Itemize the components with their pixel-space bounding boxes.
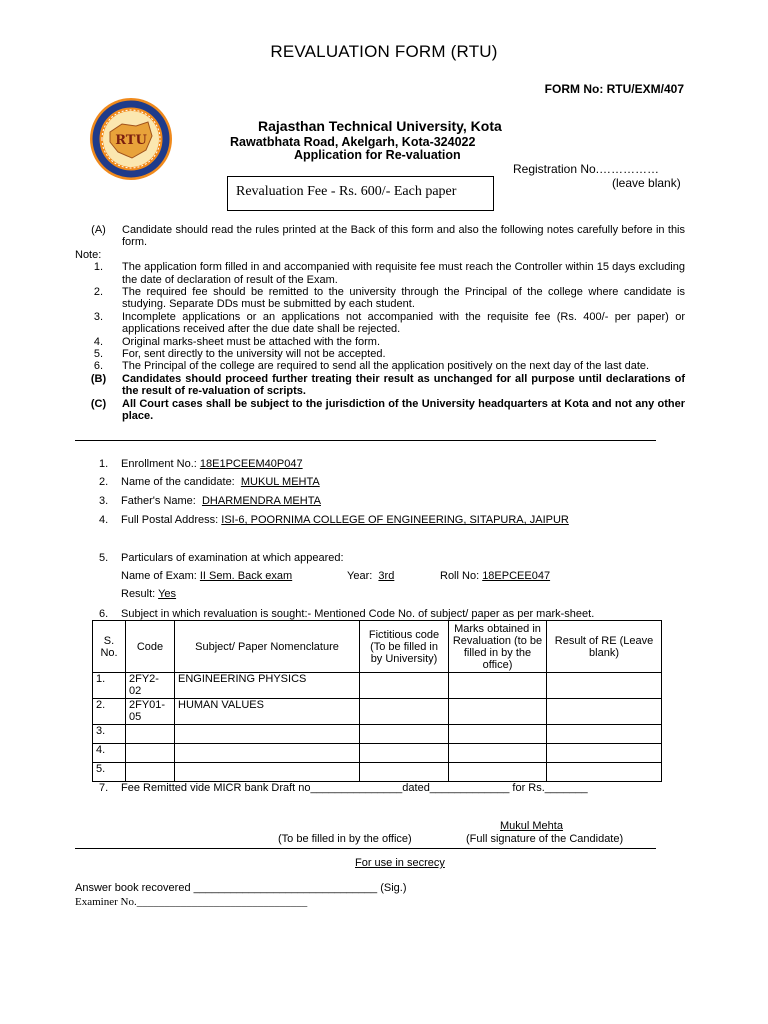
enrollment-row [99, 458, 303, 470]
instruction-c-label: (C) [90, 397, 107, 410]
item-number: 3. [99, 495, 109, 507]
divider [75, 848, 656, 849]
cell-result[interactable] [547, 744, 662, 763]
exam-value: II Sem. Back exam [199, 570, 293, 582]
cell-marks[interactable] [449, 763, 547, 782]
note-text: The application form filled in and accompanied with requisite fee must reach the Controller within 15 days excluding the date of declaration of result of the Exam. [122, 261, 685, 286]
subject-instruction: Subject in which revaluation is sought:- Mentioned Code No. of subject/ paper as per mark-sheet. [121, 608, 595, 620]
cell-subject[interactable] [175, 744, 360, 763]
instruction-a-label: (A) [91, 224, 106, 236]
roll-label: Roll No: [440, 570, 480, 582]
cell-fictitious[interactable] [360, 699, 449, 725]
table-row [93, 699, 662, 725]
answer-book-line: Answer book recovered ______________________________ (Sig.) [75, 882, 407, 894]
note-number: 4. [93, 335, 104, 348]
cell-fictitious[interactable] [360, 673, 449, 699]
header-fictitious-code: Fictitious code (To be filled in by University) [360, 621, 449, 673]
name-label: Name of the candidate: [121, 476, 235, 488]
form-number: FORM No: RTU/EXM/407 [544, 82, 684, 96]
note-text: The required fee should be remitted to the university through the Principal of the college where candidate is studying. Separate DDs must be submitted by each student. [122, 286, 685, 311]
note-number: 2. [93, 286, 104, 299]
item-number: 6. [99, 608, 109, 620]
item-number: 1. [99, 458, 109, 470]
secrecy-heading: For use in secrecy [355, 857, 445, 869]
subject-row [99, 608, 595, 620]
address-label: Full Postal Address: [121, 514, 219, 526]
father-value: DHARMENDRA MEHTA [201, 495, 321, 507]
header-sno: S. No. [93, 621, 126, 673]
note-label: Note: [75, 248, 102, 261]
cell-code[interactable] [126, 725, 175, 744]
father-label: Father's Name: [121, 495, 196, 507]
header-subject: Subject/ Paper Nomenclature [175, 621, 360, 673]
note-text: The Principal of the college are required to send all the application positively on the next day of the last date. [122, 360, 650, 373]
particulars-label: Particulars of examination at which appeared: [121, 552, 344, 564]
header-result: Result of RE (Leave blank) [547, 621, 662, 673]
roll-field [440, 570, 550, 582]
result-row [121, 588, 176, 600]
table-row [93, 763, 662, 782]
name-field [121, 476, 320, 488]
note-text: Incomplete applications or an applications not accompanied with the requisite fee (Rs. 400/- per paper) or applications received after the due date shall be rejected. [122, 310, 685, 336]
result-value: Yes [158, 588, 177, 600]
note-number: 1. [93, 261, 104, 274]
father-row [99, 495, 321, 507]
name-value: MUKUL MEHTA [240, 476, 320, 488]
item-number: 4. [99, 514, 109, 526]
cell-marks[interactable] [449, 673, 547, 699]
table-header-row [93, 621, 662, 673]
year-field [347, 570, 394, 582]
particulars-row [99, 552, 344, 564]
cell-sno: 4. [93, 744, 126, 763]
cell-sno: 5. [93, 763, 126, 782]
cell-fictitious[interactable] [360, 725, 449, 744]
cell-fictitious[interactable] [360, 763, 449, 782]
cell-marks[interactable] [449, 744, 547, 763]
candidate-signature: Mukul Mehta [500, 820, 563, 832]
instruction-a-text: Candidate should read the rules printed at the Back of this form and also the following notes carefully before in this form. [122, 224, 685, 249]
table-row [93, 744, 662, 763]
cell-sno: 3. [93, 725, 126, 744]
cell-code[interactable] [126, 763, 175, 782]
cell-subject[interactable] [175, 763, 360, 782]
cell-fictitious[interactable] [360, 744, 449, 763]
roll-value: 18EPCEE047 [482, 570, 551, 582]
enrollment-field [121, 458, 303, 470]
registration-number: Registration No.…………… [513, 162, 660, 176]
father-field [121, 495, 321, 507]
cell-result[interactable] [547, 725, 662, 744]
university-name: Rajasthan Technical University, Kota [258, 118, 502, 134]
cell-sno: 1. [93, 673, 126, 699]
note-number: 3. [93, 310, 104, 323]
cell-subject: ENGINEERING PHYSICS [175, 673, 360, 699]
cell-marks[interactable] [449, 699, 547, 725]
fee-text: Revaluation Fee - Rs. 600/- Each paper [236, 184, 457, 199]
table-row [93, 673, 662, 699]
address-value: ISI-6, POORNIMA COLLEGE OF ENGINEERING, SITAPURA, JAIPUR [221, 514, 569, 526]
instruction-c-text: All Court cases shall be subject to the jurisdiction of the University headquarters at Kota and not any other place. [122, 397, 685, 423]
application-heading: Application for Re-valuation [294, 148, 461, 162]
note-text: For, sent directly to the university will not be accepted. [122, 348, 386, 361]
subject-table [92, 620, 662, 782]
name-row [99, 476, 320, 488]
note-text: Original marks-sheet must be attached with the form. [122, 335, 380, 348]
year-value: 3rd [378, 570, 395, 582]
cell-result[interactable] [547, 699, 662, 725]
address-row [99, 514, 569, 526]
cell-code: 2FY01-05 [126, 699, 175, 725]
cell-subject[interactable] [175, 725, 360, 744]
cell-code: 2FY2-02 [126, 673, 175, 699]
university-address: Rawatbhata Road, Akelgarh, Kota-324022 [230, 135, 476, 149]
cell-marks[interactable] [449, 725, 547, 744]
cell-sno: 2. [93, 699, 126, 725]
table-row [93, 725, 662, 744]
exam-row [121, 570, 292, 582]
result-label: Result: [121, 588, 156, 600]
header-marks: Marks obtained in Revaluation (to be filled in by the office) [449, 621, 547, 673]
cell-result[interactable] [547, 673, 662, 699]
item-number: 2. [99, 476, 109, 488]
office-note: (To be filled in by the office) [278, 833, 412, 845]
address-field [121, 514, 569, 526]
header-code: Code [126, 621, 175, 673]
signature-note: (Full signature of the Candidate) [466, 833, 624, 845]
cell-code[interactable] [126, 744, 175, 763]
fee-remittance-row [99, 782, 588, 794]
note-number: 6. [93, 360, 104, 373]
note-number: 5. [93, 348, 104, 361]
instruction-b-text: Candidates should proceed further treating their result as unchanged for all purpose until declarations of the result of re-valuation of scripts. [122, 372, 685, 398]
fee-remittance-line: Fee Remitted vide MICR bank Draft no_______________dated_____________ for Rs._______ [121, 782, 588, 794]
cell-subject: HUMAN VALUES [175, 699, 360, 725]
item-number: 5. [99, 552, 109, 564]
examiner-line: Examiner No._______________________________ [75, 896, 308, 908]
leave-blank-note: (leave blank) [612, 176, 681, 190]
year-label: Year: [347, 570, 373, 582]
cell-result[interactable] [547, 763, 662, 782]
item-number: 7. [99, 782, 109, 794]
enrollment-value: 18E1PCEEM40P047 [199, 458, 303, 470]
enrollment-label: Enrollment No.: [121, 458, 197, 470]
instruction-b-label: (B) [90, 372, 107, 385]
exam-label: Name of Exam: [121, 570, 197, 582]
svg-text:RTU: RTU [115, 133, 147, 148]
page-title: REVALUATION FORM (RTU) [270, 42, 498, 61]
